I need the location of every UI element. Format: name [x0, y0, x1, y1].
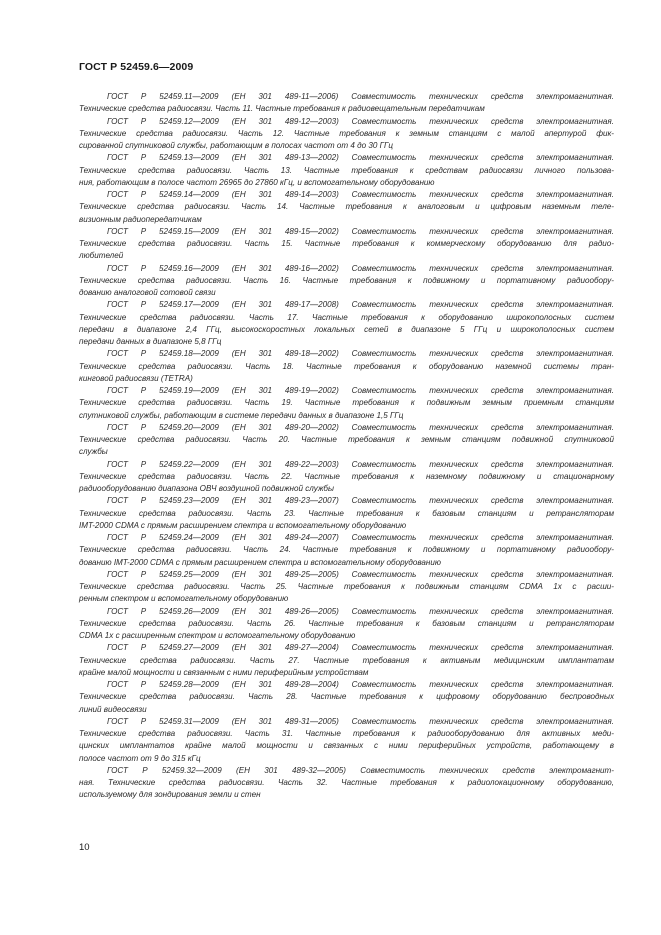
- entry-line: ГОСТ Р 52459.26—2009 (ЕН 301 489-26—2005) Совместимость технических средств электромагнитная.: [107, 606, 614, 616]
- entry-line: IMT-2000 CDMA с прямым расширением спектра и вспомогательному оборудованию: [79, 520, 407, 530]
- standard-entry: [79, 189, 614, 226]
- entry-line: радиооборудованию диапазона ОВЧ воздушной подвижной службы: [79, 484, 334, 493]
- standard-entry: [79, 532, 614, 569]
- entry-line: Технические средства радиосвязи. Часть 13. Частные требования к средствам радиосвязи личного пользова-: [79, 165, 614, 175]
- entry-line: Технические средства радиосвязи. Часть 17. Частные требования к оборудованию широкополосных систем: [79, 312, 614, 322]
- entry-line: визионным радиопередатчикам: [79, 214, 202, 224]
- entry-line: Технические средства радиосвязи. Часть 11. Частные требования к радиовещательным передатчикам: [79, 104, 485, 114]
- entry-line: дованию IMT-2000 CDMA с прямым расширением спектра и вспомогательному оборудованию: [79, 557, 441, 567]
- standard-entry: [79, 642, 614, 679]
- entry-line: службы: [79, 447, 108, 457]
- standard-entry: [79, 91, 614, 116]
- entry-line: ГОСТ Р 52459.15—2009 (ЕН 301 489-15—2002) Совместимость технических средств электромагнитная.: [107, 226, 614, 236]
- entry-line: ГОСТ Р 52459.17—2009 (ЕН 301 489-17—2008) Совместимость технических средств электромагнитная.: [107, 300, 614, 310]
- entry-line: дованию аналоговой сотовой связи: [79, 288, 216, 297]
- entry-line: используемому для зондирования земли и стен: [79, 790, 261, 800]
- standard-entry: [79, 299, 614, 348]
- standard-entry: [79, 606, 614, 643]
- entry-line: ренным спектром и вспомогательному оборудованию: [79, 594, 289, 604]
- entry-line: ГОСТ Р 52459.13—2009 (ЕН 301 489-13—2002) Совместимость технических средств электромагнитная.: [107, 153, 614, 163]
- entry-line: ГОСТ Р 52459.19—2009 (ЕН 301 489-19—2002) Совместимость технических средств электромагнитная.: [107, 386, 614, 395]
- entry-line: Технические средства радиосвязи. Часть 23. Частные требования к базовым станциям и ретрансляторам: [79, 508, 614, 518]
- standard-entry: [79, 569, 614, 606]
- document-header: ГОСТ Р 52459.6—2009: [79, 61, 194, 73]
- entry-line: Технические средства радиосвязи. Часть 18. Частные требования к оборудованию наземной системы тран-: [79, 361, 614, 371]
- entry-line: ГОСТ Р 52459.22—2009 (ЕН 301 489-22—2003) Совместимость технических средств электромагнитная.: [107, 459, 614, 469]
- entry-line: Технические средства радиосвязи. Часть 20. Частные требования к земным станциям подвижной спутниковой: [79, 435, 614, 444]
- entry-line: ГОСТ Р 52459.28—2009 (ЕН 301 489-28—2004) Совместимость технических средств электромагнитная.: [107, 680, 614, 689]
- entry-line: ГОСТ Р 52459.11—2009 (ЕН 301 489-11—2006) Совместимость технических средств электромагнитная.: [107, 92, 614, 101]
- standard-entry: [79, 226, 614, 263]
- entry-line: цинских имплантатов крайне малой мощности и связанных с ними периферийных устройств, работающему в: [79, 741, 614, 751]
- entry-line: ГОСТ Р 52459.14—2009 (ЕН 301 489-14—2003) Совместимость технических средств электромагнитная.: [107, 190, 614, 199]
- entry-line: ная. Технические средства радиосвязи. Часть 32. Частные требования к радиолокационному оборудованию,: [79, 778, 614, 787]
- entry-line: Технические средства радиосвязи. Часть 27. Частные требования к активным медицинским имплантатам: [79, 655, 614, 665]
- entry-line: сированной спутниковой службы, работающим в полосах частот от 4 до 30 ГГц: [79, 141, 394, 150]
- entry-line: ГОСТ Р 52459.16—2009 (ЕН 301 489-16—2002) Совместимость технических средств электромагнитная.: [107, 263, 614, 273]
- entry-line: Технические средства радиосвязи. Часть 15. Частные требования к коммерческому оборудованию для радио-: [79, 239, 614, 248]
- entry-line: Технические средства радиосвязи. Часть 14. Частные требования к аналоговым и цифровым наземным теле-: [79, 202, 614, 212]
- entry-line: ГОСТ Р 52459.25—2009 (ЕН 301 489-25—2005) Совместимость технических средств электромагнитная.: [107, 569, 614, 579]
- entry-line: ния, работающим в полосе частот 26965 до 27860 кГц, и вспомогательному оборудованию: [79, 177, 435, 187]
- document-body: [79, 91, 614, 802]
- entry-line: Технические средства радиосвязи. Часть 31. Частные требования к радиооборудованию для активных меди-: [79, 729, 614, 738]
- entry-line: Технические средства радиосвязи. Часть 28. Частные требования к цифровому оборудованию беспроводных: [79, 692, 614, 702]
- entry-line: CDMA 1x с расширенным спектром и вспомогательному оборудованию: [79, 631, 356, 640]
- standard-entry: [79, 495, 614, 532]
- entry-line: Технические средства радиосвязи. Часть 19. Частные требования к подвижным земным приемным станциям: [79, 398, 614, 408]
- entry-line: кинговой радиосвязи (TETRA): [79, 373, 193, 383]
- standard-entry: [79, 765, 614, 802]
- entry-line: ГОСТ Р 52459.31—2009 (ЕН 301 489-31—2005) Совместимость технических средств электромагнитная.: [107, 716, 614, 726]
- page-number: 10: [79, 842, 90, 853]
- entry-line: ГОСТ Р 52459.24—2009 (ЕН 301 489-24—2007) Совместимость технических средств электромагнитная.: [107, 533, 614, 542]
- entry-line: Технические средства радиосвязи. Часть 12. Частные требования к земным станциям с малой апертурой фик-: [79, 128, 614, 138]
- standard-entry: [79, 422, 614, 459]
- standard-entry: [79, 152, 614, 189]
- entry-line: любителей: [79, 251, 124, 261]
- entry-line: ГОСТ Р 52459.23—2009 (ЕН 301 489-23—2007) Совместимость технических средств электромагнитная.: [107, 496, 614, 506]
- entry-line: Технические средства радиосвязи. Часть 16. Частные требования к подвижному и портативному радиообору-: [79, 275, 614, 285]
- entry-line: спутниковой службы, работающим в системе передачи данных в диапазоне 1,5 ГГц: [79, 410, 404, 420]
- entry-line: ГОСТ Р 52459.27—2009 (ЕН 301 489-27—2004) Совместимость технических средств электромагнитная.: [107, 643, 614, 653]
- entry-line: ГОСТ Р 52459.32—2009 (ЕН 301 489-32—2005) Совместимость технических средств электромагнит-: [107, 765, 614, 775]
- entry-line: Технические средства радиосвязи. Часть 26. Частные требования к базовым станциям и ретрансляторам: [79, 618, 614, 628]
- standard-entry: [79, 348, 614, 385]
- entry-line: ГОСТ Р 52459.20—2009 (ЕН 301 489-20—2002) Совместимость технических средств электромагнитная.: [107, 422, 614, 432]
- entry-line: передачи в диапазоне 2,4 ГГц, высокоскоростных локальных сетей в диапазоне 5 ГГц и широкополосных систем: [79, 324, 614, 334]
- standard-entry: [79, 385, 614, 422]
- entry-line: Технические средства радиосвязи. Часть 25. Частные требования к подвижным станциям CDMA 1x с расши-: [79, 582, 614, 591]
- standard-entry: [79, 716, 614, 765]
- entry-line: линий видеосвязи: [79, 704, 147, 714]
- entry-line: ГОСТ Р 52459.12—2009 (ЕН 301 489-12—2003) Совместимость технических средств электромагнитная.: [107, 116, 614, 126]
- standard-entry: [79, 459, 614, 496]
- entry-line: ГОСТ Р 52459.18—2009 (ЕН 301 489-18—2002) Совместимость технических средств электромагнитная.: [107, 349, 614, 359]
- standard-entry: [79, 263, 614, 300]
- entry-line: Технические средства радиосвязи. Часть 22. Частные требования к наземному подвижному и стационарному: [79, 471, 614, 481]
- entry-line: передачи данных в диапазоне 5,8 ГГц: [79, 337, 222, 346]
- standard-entry: [79, 116, 614, 153]
- entry-line: полосе частот от 9 до 315 кГц: [79, 753, 201, 763]
- standard-entry: [79, 679, 614, 716]
- entry-line: крайне малой мощности и связанным с ними периферийным устройствам: [79, 667, 369, 677]
- entry-line: Технические средства радиосвязи. Часть 24. Частные требования к подвижному и портативному радиообору-: [79, 545, 614, 555]
